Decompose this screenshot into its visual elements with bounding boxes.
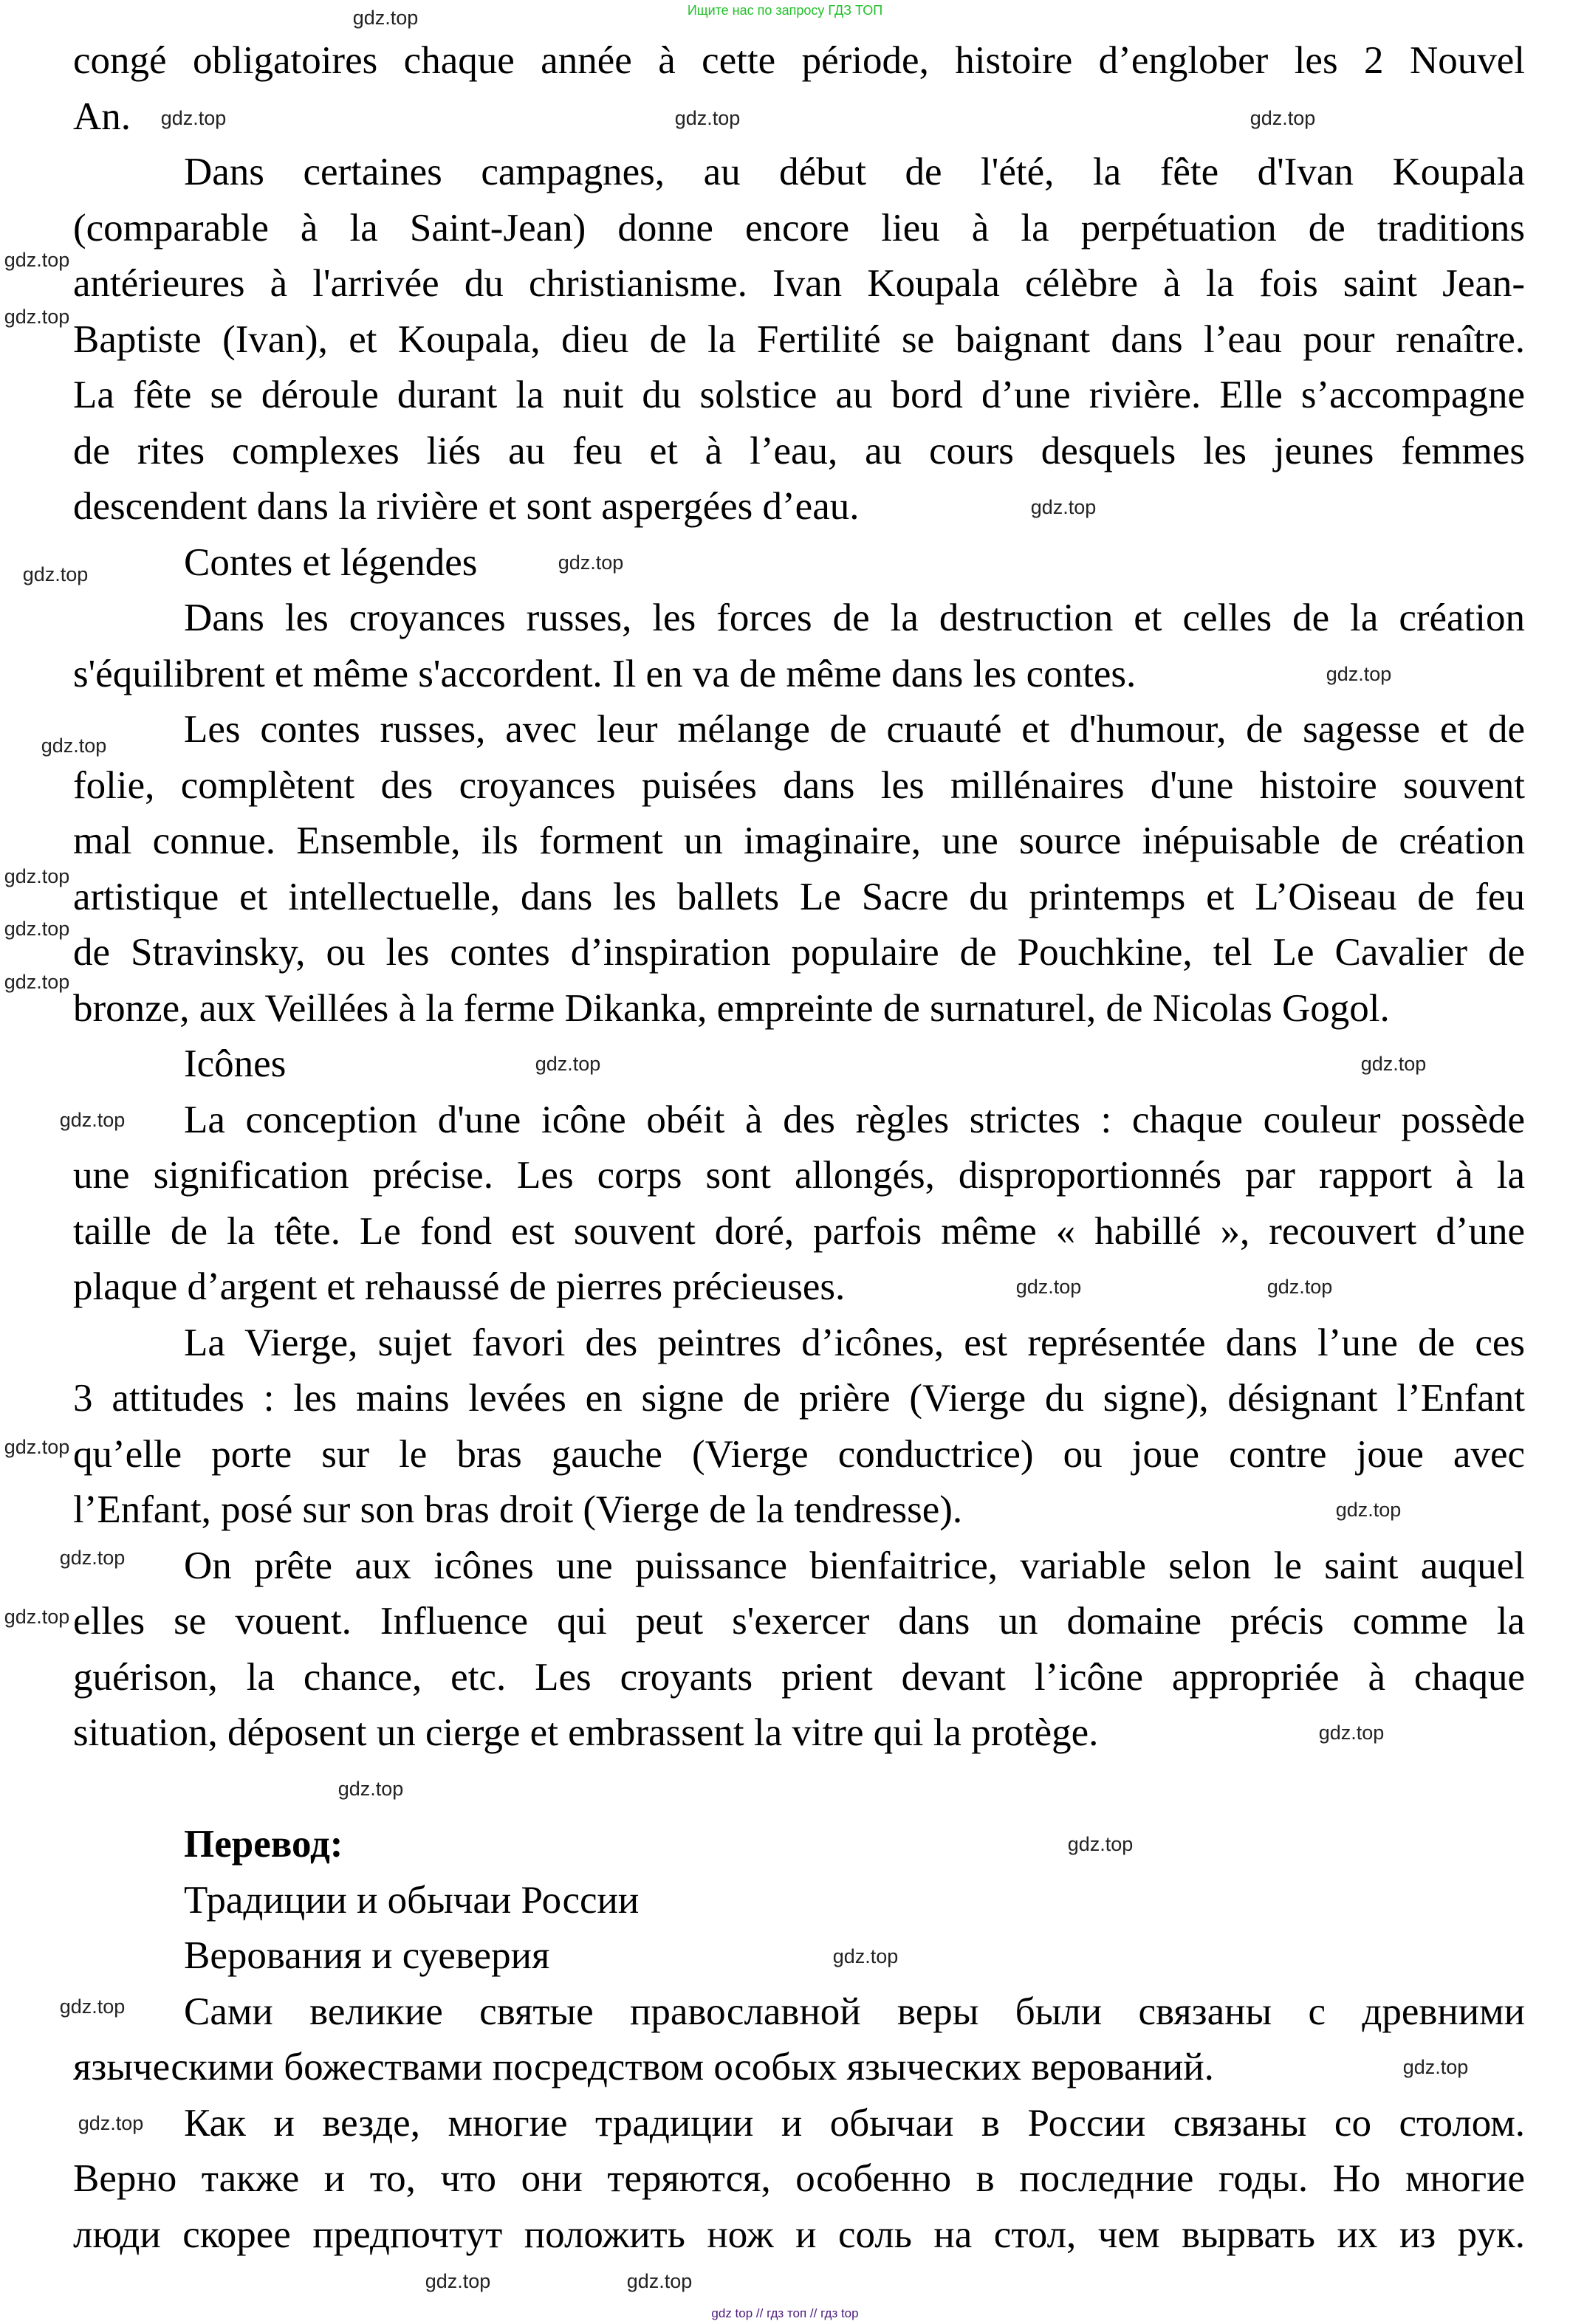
watermark: gdz.top	[4, 1436, 70, 1458]
watermark: gdz.top	[4, 1606, 70, 1628]
watermark: gdz.top	[1030, 496, 1097, 518]
text-line: qu’elle porte sur le bras gauche (Vierge conductrice) ou joue contre joue avec	[73, 1432, 1525, 1476]
text-line: guérison, la chance, etc. Les croyants prient devant l’icône appropriée à chaque	[73, 1655, 1525, 1699]
watermark: gdz.top	[4, 918, 70, 940]
text-line: Как и везде, многие традиции и обычаи в России связаны со столом.	[184, 2101, 1525, 2145]
text-line: folie, complètent des croyances puisées dans les millénaires d'une histoire souvent	[73, 763, 1525, 807]
text-line: La fête se déroule durant la nuit du solstice au bord d’une rivière. Elle s’accompagne	[73, 374, 1525, 416]
text-line: Contes et légendes	[184, 540, 478, 584]
watermark: gdz.top	[832, 1945, 899, 1967]
text-line: descendent dans la rivière et sont aspergées d’eau.	[73, 485, 860, 528]
text-line: antérieures à l'arrivée du christianisme. Ivan Koupala célèbre à la fois saint Jean-	[73, 262, 1525, 305]
watermark: gdz.top	[626, 2270, 693, 2292]
text-line: Верования и суеверия	[184, 1934, 550, 1977]
watermark: gdz.top	[59, 1995, 126, 2018]
text-line: La conception d'une icône obéit à des règles strictes : chaque couleur possède	[184, 1098, 1525, 1141]
watermark: gdz.top	[59, 1109, 126, 1131]
text-line: situation, déposent un cierge et embrassent la vitre qui la protège.	[73, 1711, 1099, 1754]
footer-banner: gdz top // гдз топ // гдз top	[711, 2306, 859, 2320]
text-line: Сами великие святые православной веры были связаны с древними	[184, 1990, 1525, 2033]
text-line: l’Enfant, posé sur son bras droit (Vierge de la tendresse).	[73, 1488, 963, 1531]
watermark: gdz.top	[1015, 1276, 1082, 1298]
text-line: de Stravinsky, ou les contes d’inspiration populaire de Pouchkine, tel Le Cavalier de	[73, 931, 1525, 974]
watermark: gdz.top	[352, 7, 419, 29]
watermark: gdz.top	[1402, 2056, 1469, 2078]
text-line: Dans certaines campagnes, au début de l'été, la fête d'Ivan Koupala	[184, 151, 1525, 193]
text-line: s'équilibrent et même s'accordent. Il en va de même dans les contes.	[73, 652, 1137, 695]
text-line: mal connue. Ensemble, ils forment un imaginaire, une source inépuisable de création	[73, 819, 1525, 862]
search-banner: Ищите нас по запросу ГДЗ ТОП	[687, 3, 883, 18]
watermark: gdz.top	[535, 1053, 601, 1075]
watermark: gdz.top	[1360, 1053, 1427, 1075]
watermark: gdz.top	[1335, 1499, 1402, 1521]
watermark: gdz.top	[1250, 107, 1316, 129]
watermark: gdz.top	[78, 2112, 144, 2134]
watermark: gdz.top	[674, 107, 741, 129]
text-line: люди скорее предпочтут положить нож и соль на стол, чем вырвать их из рук.	[73, 2213, 1525, 2256]
section-heading: Перевод:	[184, 1823, 343, 1866]
text-line: An.	[73, 94, 131, 138]
watermark: gdz.top	[337, 1778, 404, 1800]
text-line: 3 attitudes : les mains levées en signe de prière (Vierge du signe), désignant l’Enfant	[73, 1377, 1525, 1420]
text-line: Baptiste (Ivan), et Koupala, dieu de la Fertilité se baignant dans l’eau pour renaître.	[73, 317, 1525, 361]
watermark: gdz.top	[4, 306, 70, 328]
watermark: gdz.top	[558, 551, 624, 574]
text-line: Традиции и обычаи России	[184, 1878, 640, 1922]
text-line: Dans les croyances russes, les forces de la destruction et celles de la création	[184, 597, 1525, 639]
watermark: gdz.top	[1318, 1722, 1385, 1744]
text-line: elles se vouent. Influence qui peut s'exercer dans un domaine précis comme la	[73, 1600, 1525, 1643]
watermark: gdz.top	[425, 2270, 491, 2292]
text-line: artistique et intellectuelle, dans les ballets Le Sacre du printemps et L’Oiseau de feu	[73, 875, 1525, 918]
watermark: gdz.top	[1326, 663, 1392, 685]
watermark: gdz.top	[1266, 1276, 1333, 1298]
watermark: gdz.top	[59, 1547, 126, 1569]
watermark: gdz.top	[41, 735, 107, 757]
text-line: Верно также и то, что они теряются, особенно в последние годы. Но многие	[73, 2157, 1525, 2200]
text-line: une signification précise. Les corps sont allongés, disproportionnés par rapport à la	[73, 1154, 1525, 1197]
text-line: taille de la tête. Le fond est souvent doré, parfois même « habillé », recouvert d’une	[73, 1209, 1525, 1253]
text-line: On prête aux icônes une puissance bienfaitrice, variable selon le saint auquel	[184, 1544, 1525, 1587]
watermark: gdz.top	[22, 563, 89, 585]
text-line: plaque d’argent et rehaussé de pierres précieuses.	[73, 1265, 846, 1308]
text-line: congé obligatoires chaque année à cette période, histoire d’englober les 2 Nouvel	[73, 39, 1525, 82]
text-line: La Vierge, sujet favori des peintres d’icônes, est représentée dans l’une de ces	[184, 1321, 1525, 1364]
watermark: gdz.top	[160, 107, 227, 129]
watermark: gdz.top	[4, 971, 70, 993]
text-line: языческими божествами посредством особых языческих верований.	[73, 2046, 1214, 2088]
text-line: (comparable à la Saint-Jean) donne encore lieu à la perpétuation de traditions	[73, 206, 1525, 250]
text-line: Les contes russes, avec leur mélange de cruauté et d'humour, de sagesse et de	[184, 708, 1525, 751]
text-line: de rites complexes liés au feu et à l’eau, au cours desquels les jeunes femmes	[73, 429, 1525, 472]
text-line: Icônes	[184, 1042, 287, 1085]
watermark: gdz.top	[1067, 1833, 1134, 1855]
watermark: gdz.top	[4, 865, 70, 887]
text-line: bronze, aux Veillées à la ferme Dikanka, empreinte de surnaturel, de Nicolas Gogol.	[73, 986, 1390, 1030]
watermark: gdz.top	[4, 249, 70, 271]
